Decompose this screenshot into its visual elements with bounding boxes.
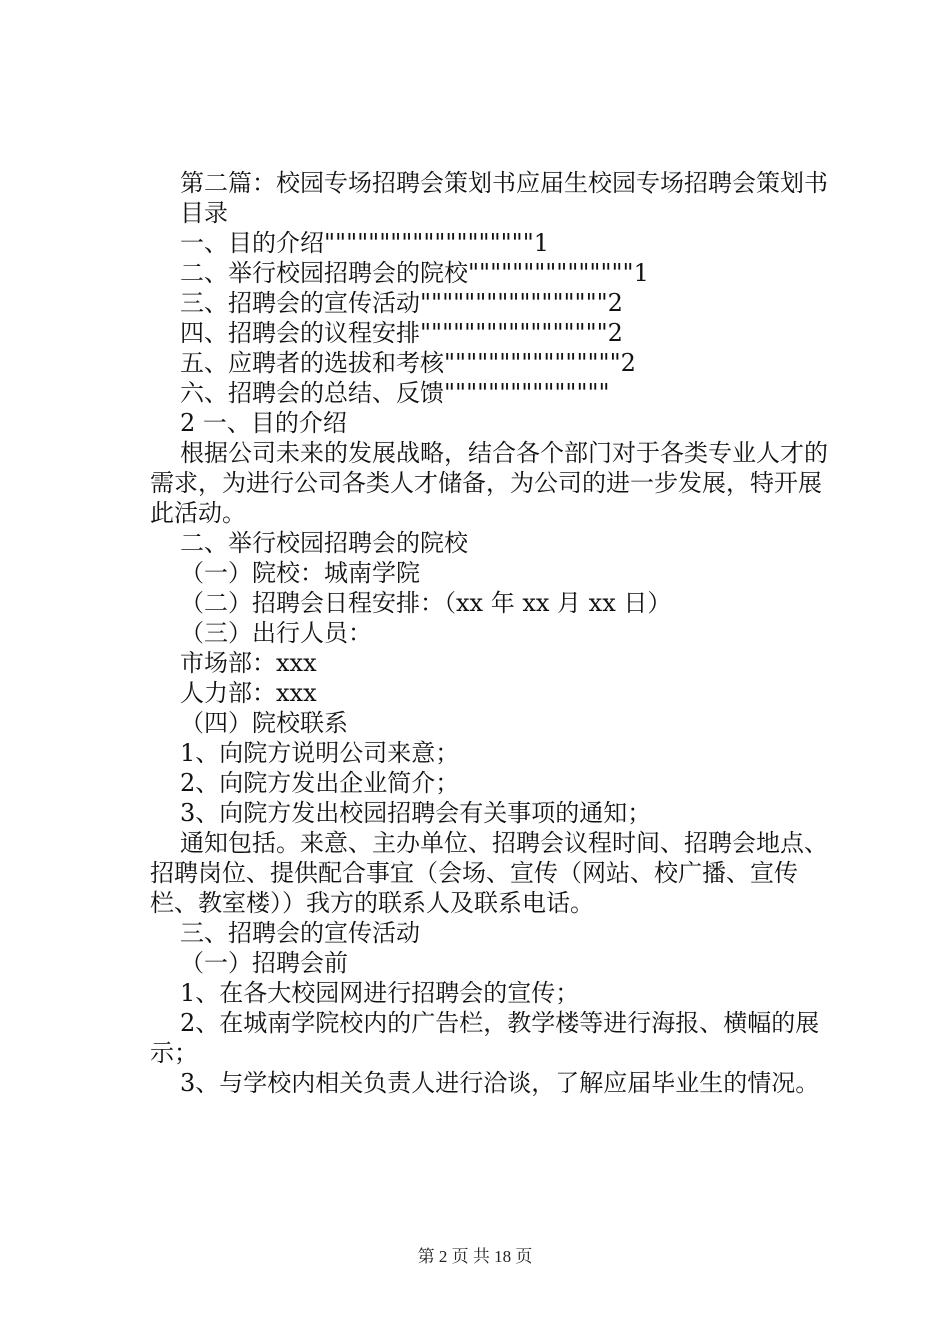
- toc-heading: 目录: [180, 199, 228, 227]
- toc-entry: 二、举行校园招聘会的院校"""""""""""""""1: [180, 259, 649, 287]
- document-body: [150, 168, 840, 1098]
- toc-entry: 三、招聘会的宣传活动"""""""""""""""""2: [180, 289, 623, 317]
- staff-line: 人力部：xxx: [180, 679, 317, 707]
- subsection-line: （四）院校联系: [180, 709, 348, 737]
- list-item: 3、与学校内相关负责人进行洽谈，了解应届毕业生的情况。: [180, 1069, 820, 1097]
- section-heading: 二、举行校园招聘会的院校: [180, 529, 468, 557]
- list-item: 1、在各大校园网进行招聘会的宣传；: [180, 979, 580, 1007]
- toc-entry: 六、招聘会的总结、反馈""""""""""""""": [180, 379, 610, 407]
- subsection-line: （三）出行人员：: [180, 619, 372, 647]
- list-item: 2、向院方发出企业简介；: [180, 769, 460, 797]
- body-paragraph: 根据公司未来的发展战略，结合各个部门对于各类专业人才的需求，为进行公司各类人才储备，为公司的进一步发展，特开展此活动。: [150, 439, 828, 527]
- subsection-line: （一）招聘会前: [180, 949, 348, 977]
- page-number-footer: 第 2 页 共 18 页: [417, 1247, 533, 1266]
- list-item: 2、在城南学院校内的广告栏，教学楼等进行海报、横幅的展示；: [150, 1009, 820, 1067]
- list-item: 1、向院方说明公司来意；: [180, 739, 460, 767]
- section-heading: 三、招聘会的宣传活动: [180, 919, 420, 947]
- body-paragraph: 通知包括。来意、主办单位、招聘会议程时间、招聘会地点、招聘岗位、提供配合事宜（会场、宣传（网站、校广播、宣传栏、教室楼））我方的联系人及联系电话。: [150, 829, 828, 917]
- subsection-line: （二）招聘会日程安排：（xx 年 xx 月 xx 日）: [180, 589, 672, 617]
- list-item: 3、向院方发出校园招聘会有关事项的通知；: [180, 799, 652, 827]
- document-title: 第二篇：校园专场招聘会策划书应届生校园专场招聘会策划书: [180, 169, 828, 197]
- toc-entry: 一、目的介绍"""""""""""""""""""1: [180, 229, 550, 257]
- toc-entry: 五、应聘者的选拔和考核""""""""""""""""2: [180, 349, 636, 377]
- section-heading: 2 一、目的介绍: [180, 409, 347, 437]
- toc-entry: 四、招聘会的议程安排"""""""""""""""""2: [180, 319, 623, 347]
- subsection-line: （一）院校：城南学院: [180, 559, 420, 587]
- staff-line: 市场部：xxx: [180, 649, 317, 677]
